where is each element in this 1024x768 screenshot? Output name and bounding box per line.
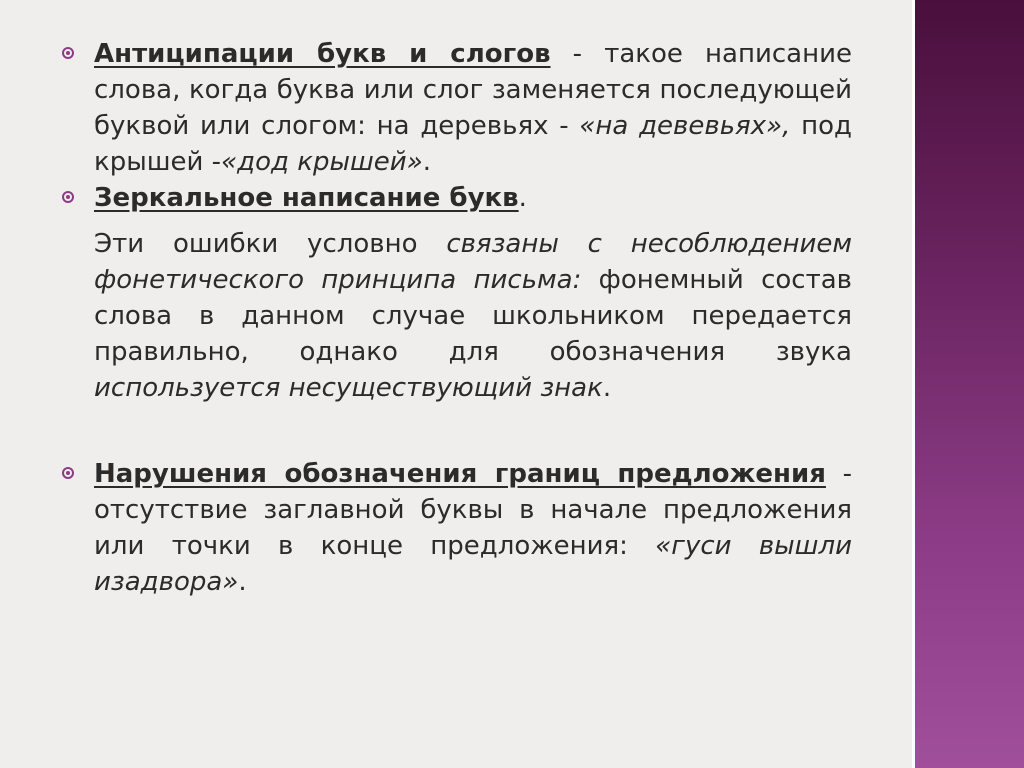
- bullet-text: под крышей -: [94, 111, 852, 177]
- circle-bullet-icon: [62, 47, 74, 59]
- example-text: «на девевьях»,: [579, 111, 791, 141]
- bullet-text: - отсутствие заглавной буквы в начале предложения или точки в конце предложения:: [94, 459, 852, 561]
- decorative-side-panel: [915, 0, 1024, 768]
- paragraph-text: .: [602, 373, 612, 403]
- paragraph-emphasis: связаны с несоблюдением фонетического принципа письма:: [94, 229, 852, 295]
- slide-content: [62, 36, 852, 600]
- example-text: «гуси вышли изадвора»: [94, 531, 852, 597]
- paragraph-emphasis: используется несуществующий знак: [94, 373, 603, 403]
- bullet-text: .: [422, 147, 431, 177]
- term-anticipation: Антиципации букв и слогов: [94, 39, 551, 69]
- paragraph-text: Эти ошибки условно: [94, 229, 447, 259]
- example-text: «дод крышей»: [221, 147, 423, 177]
- bullet-text: - такое написание слова, когда буква или слог заменяется последующей буквой или слогом: на деревьях -: [94, 39, 852, 141]
- circle-bullet-icon: [62, 467, 74, 479]
- circle-bullet-icon: [62, 191, 74, 203]
- explanation-paragraph: [62, 226, 852, 406]
- paragraph-text: фонемный состав слова в данном случае школьником передается правильно, однако для обозначения звука: [94, 265, 852, 367]
- bullet-text: .: [238, 567, 247, 597]
- bullet-anticipation: [62, 36, 852, 180]
- term-mirror-writing: Зеркальное написание букв: [94, 183, 519, 213]
- term-sentence-boundaries: Нарушения обозначения границ предложения: [94, 459, 826, 489]
- bullet-mirror-writing: [62, 180, 852, 216]
- bullet-sentence-boundaries: [62, 456, 852, 600]
- bullet-text: .: [518, 183, 527, 213]
